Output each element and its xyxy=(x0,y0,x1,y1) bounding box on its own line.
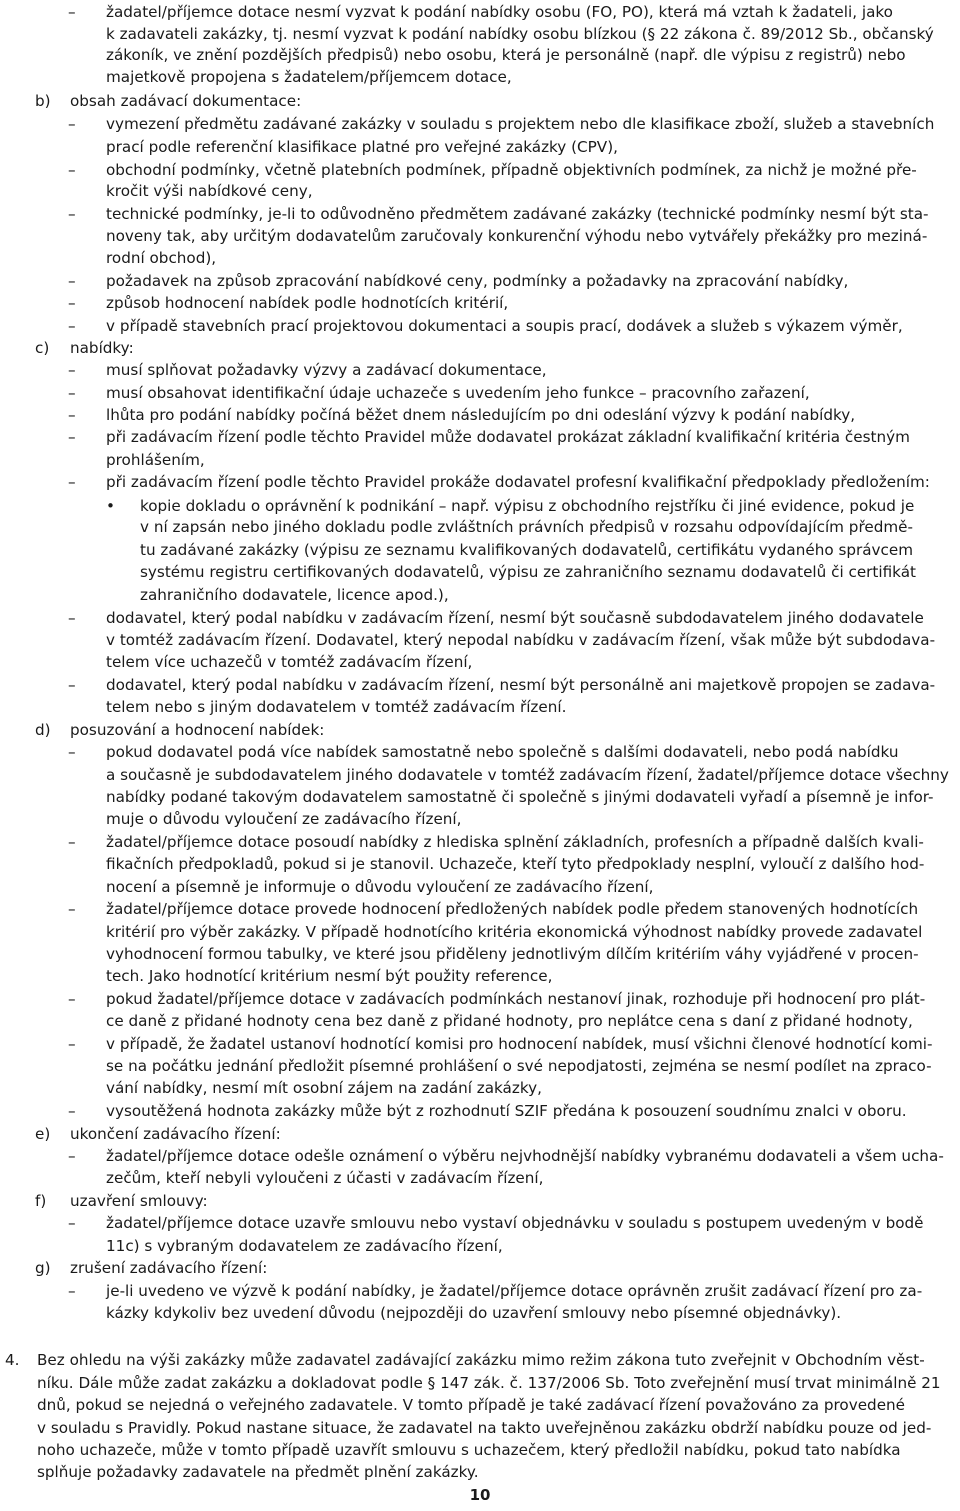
line-text: zečům, kteří nebyli vyloučeni z účasti v zadávacím řízení, xyxy=(106,1169,544,1187)
line-text: kročit výši nabídkové ceny, xyxy=(106,182,313,200)
text-line xyxy=(0,964,960,988)
text-line xyxy=(0,852,960,876)
line-text: je-li uvedeno ve výzvě k podání nabídky, je žadatel/příjemce dotace oprávněn zrušit zadávací řízení pro za- xyxy=(106,1282,923,1300)
line-text: žadatel/příjemce dotace odešle oznámení o výběru nejvhodnější nabídky vybranému dodavateli a všem ucha- xyxy=(106,1147,944,1165)
list-marker: – xyxy=(68,743,76,761)
line-text: rodní obchod), xyxy=(106,249,217,267)
line-text: k zadavateli zakázky, tj. nesmí vyzvat k podání nabídky osobu blízkou (§ 22 zákona č. 89/2012 Sb., občanský xyxy=(106,25,934,43)
text-line xyxy=(0,1076,960,1100)
list-marker: f) xyxy=(35,1192,47,1210)
list-marker: – xyxy=(68,406,76,424)
line-text: v případě stavebních prací projektovou dokumentaci a soupis prací, dodávek a služeb s výkazem výměr, xyxy=(106,317,903,335)
list-marker: 4. xyxy=(5,1351,20,1369)
line-text: telem více uchazečů v tomtéž zadávacím řízení, xyxy=(106,653,473,671)
line-text: v souladu s Pravidly. Pokud nastane situace, že zadavatel na takto uveřejněnou zakázku obdrží nabídku pouze od jed- xyxy=(37,1419,932,1437)
text-line xyxy=(0,1438,960,1462)
text-line xyxy=(0,785,960,809)
text-line xyxy=(0,538,960,562)
list-marker: – xyxy=(68,272,76,290)
text-line xyxy=(0,202,960,226)
text-line xyxy=(0,1122,960,1146)
line-text: dnů, pokud se nejedná o veřejného zadavatele. V tomto případě je také zadávací řízení považováno za provedené xyxy=(37,1396,906,1414)
list-marker: – xyxy=(68,161,76,179)
line-text: žadatel/příjemce dotace uzavře smlouvu nebo vystaví objednávku v souladu s postupem uvedeným v bodě xyxy=(106,1214,924,1232)
line-text: uzavření smlouvy: xyxy=(70,1192,208,1210)
line-text: musí splňovat požadavky výzvy a zadávací dokumentace, xyxy=(106,361,547,379)
line-text: nabídky: xyxy=(70,339,134,357)
text-line xyxy=(0,628,960,652)
line-text: noveny tak, aby určitým dodavatelům zaručovaly konkurenční výhodu nebo vytvářely překážky pro meziná- xyxy=(106,227,928,245)
line-text: vyhodnocení formou tabulky, ve které jsou přiděleny jednotlivým dílčím kritériím váhy vyjádřené v procen- xyxy=(106,945,919,963)
text-line xyxy=(0,269,960,293)
line-text: zrušení zadávacího řízení: xyxy=(70,1259,268,1277)
text-line xyxy=(0,920,960,944)
list-marker: – xyxy=(68,676,76,694)
list-marker: – xyxy=(68,900,76,918)
line-text: pokud dodavatel podá více nabídek samostatně nebo společně s dalšími dodavateli, nebo podá nabídku xyxy=(106,743,899,761)
list-marker: – xyxy=(68,205,76,223)
text-line xyxy=(0,1279,960,1303)
text-line xyxy=(0,1054,960,1078)
text-line xyxy=(0,1032,960,1056)
line-text: technické podmínky, je-li to odůvodněno předmětem zadávané zakázky (technické podmínky nesmí být sta- xyxy=(106,205,929,223)
line-text: žadatel/příjemce dotace posoudí nabídky z hlediska splnění základních, profesních a případně dalších kvali- xyxy=(106,833,924,851)
line-text: ukončení zadávacího řízení: xyxy=(70,1125,281,1143)
list-marker: – xyxy=(68,317,76,335)
line-text: při zadávacím řízení podle těchto Pravidel může dodavatel prokázat základní kvalifikační kritéria čestným xyxy=(106,428,910,446)
text-line xyxy=(0,1256,960,1280)
list-marker: – xyxy=(68,115,76,133)
text-line xyxy=(0,942,960,966)
text-line xyxy=(0,403,960,427)
line-text: prací podle referenční klasifikace platné pro veřejné zakázky (CPV), xyxy=(106,138,618,156)
text-line xyxy=(0,1234,960,1258)
text-line xyxy=(0,135,960,159)
text-line xyxy=(0,448,960,472)
line-text: a současně je subdodavatelem jiného dodavatele v tomtéž zadávacím řízení, žadatel/příjemce dotace všechny xyxy=(106,766,949,784)
line-text: musí obsahovat identifikační údaje uchazeče s uvedením jeho funkce – pracovního zařazení, xyxy=(106,384,810,402)
line-text: žadatel/příjemce dotace provede hodnocení předložených nabídek podle předem stanovených hodnotících xyxy=(106,900,919,918)
text-line xyxy=(0,470,960,494)
text-line xyxy=(0,89,960,113)
text-line xyxy=(0,673,960,697)
list-marker: – xyxy=(68,833,76,851)
line-text: lhůta pro podání nabídky počíná běžet dnem následujícím po dni odeslání výzvy k podání nabídky, xyxy=(106,406,856,424)
list-marker: – xyxy=(68,3,76,21)
text-line xyxy=(0,425,960,449)
text-line xyxy=(0,583,960,607)
line-text: 11c) s vybraným dodavatelem ze zadávacího řízení, xyxy=(106,1237,503,1255)
line-text: se na počátku jednání předložit písemné prohlášení o své nepodjatosti, zejména se nesmí podílet na zpraco- xyxy=(106,1057,932,1075)
line-text: dodavatel, který podal nabídku v zadávacím řízení, nesmí být personálně ani majetkově propojen se zadava- xyxy=(106,676,936,694)
list-marker: – xyxy=(68,609,76,627)
text-line xyxy=(0,987,960,1011)
text-line xyxy=(0,291,960,315)
text-line xyxy=(0,381,960,405)
line-text: při zadávacím řízení podle těchto Pravidel prokáže dodavatel profesní kvalifikační předpoklady předložením: xyxy=(106,473,930,491)
text-line xyxy=(0,179,960,203)
text-line xyxy=(0,1301,960,1325)
text-line xyxy=(0,650,960,674)
list-marker: b) xyxy=(35,92,51,110)
text-line xyxy=(0,336,960,360)
line-text: majetkově propojena s žadatelem/příjemcem dotace, xyxy=(106,68,512,86)
line-text: ce daně z přidané hodnoty cena bez daně z přidané hodnoty, pro neplátce cena s daní z přidané hodnoty, xyxy=(106,1012,913,1030)
line-text: níku. Dále může zadat zakázku a dokladovat podle § 147 zák. č. 137/2006 Sb. Toto zveřejnění musí trvat minimálně 21 xyxy=(37,1374,941,1392)
line-text: obsah zadávací dokumentace: xyxy=(70,92,302,110)
text-line xyxy=(0,1416,960,1440)
text-line xyxy=(0,1099,960,1123)
text-line xyxy=(0,112,960,136)
text-line xyxy=(0,740,960,764)
text-line xyxy=(0,830,960,854)
list-marker: c) xyxy=(35,339,50,357)
list-marker: • xyxy=(106,497,115,515)
list-marker: – xyxy=(68,428,76,446)
list-marker: – xyxy=(68,473,76,491)
line-text: tech. Jako hodnotící kritérium nesmí být použity reference, xyxy=(106,967,553,985)
line-text: pokud žadatel/příjemce dotace v zadávacích podmínkách nestanoví jinak, rozhoduje při hodnocení pro plát- xyxy=(106,990,926,1008)
list-marker: – xyxy=(68,384,76,402)
text-line xyxy=(0,1348,960,1372)
line-text: kázky kdykoliv bez uvedení důvodu (nejpozději do uzavření smlouvy nebo písemné objednávky). xyxy=(106,1304,842,1322)
line-text: nocení a písemně je informuje o důvodu vyloučení ze zadávacího řízení, xyxy=(106,878,654,896)
line-text: tu zadávané zakázky (výpisu ze seznamu kvalifikovaných dodavatelů, certifikátu vydaného správcem xyxy=(140,541,914,559)
text-line xyxy=(0,1166,960,1190)
text-line xyxy=(0,0,960,24)
line-text: fikačních předpokladů, pokud si je stanovil. Uchazeče, kteří tyto předpoklady nesplní, vyloučí z dalšího hod- xyxy=(106,855,925,873)
list-marker: – xyxy=(68,1102,76,1120)
line-text: nabídky podané takovým dodavatelem samostatně či společně s jinými dodavateli vyřadí a písemně je infor- xyxy=(106,788,934,806)
list-marker: g) xyxy=(35,1259,51,1277)
page-number: 10 xyxy=(469,1486,491,1504)
text-line xyxy=(0,515,960,539)
text-line xyxy=(0,1009,960,1033)
text-line xyxy=(0,897,960,921)
line-text: zahraničního dodavatele, licence apod.), xyxy=(140,586,449,604)
text-line xyxy=(0,1460,960,1484)
line-text: kopie dokladu o oprávnění k podnikání – např. výpisu z obchodního rejstříku či jiné evidence, pokud je xyxy=(140,497,915,515)
text-line xyxy=(0,875,960,899)
text-line xyxy=(0,246,960,270)
line-text: v tomtéž zadávacím řízení. Dodavatel, který nepodal nabídku v zadávacím řízení, však může být subdodava- xyxy=(106,631,936,649)
list-marker: e) xyxy=(35,1125,51,1143)
line-text: požadavek na způsob zpracování nabídkové ceny, podmínky a požadavky na zpracování nabídky, xyxy=(106,272,849,290)
line-text: vání nabídky, nesmí mít osobní zájem na zadání zakázky, xyxy=(106,1079,542,1097)
text-line xyxy=(0,1393,960,1417)
line-text: obchodní podmínky, včetně platebních podmínek, případně objektivních podmínek, za nichž je možné pře- xyxy=(106,161,917,179)
line-text: splňuje požadavky zadavatele na předmět plnění zakázky. xyxy=(37,1463,479,1481)
line-text: v případě, že žadatel ustanoví hodnotící komisi pro hodnocení nabídek, musí všichni členové hodnotící komi- xyxy=(106,1035,933,1053)
text-line xyxy=(0,763,960,787)
text-line xyxy=(0,807,960,831)
line-text: Bez ohledu na výši zakázky může zadavatel zadávající zakázku mimo režim zákona tuto zveřejnit v Obchodním věst- xyxy=(37,1351,925,1369)
line-text: vymezení předmětu zadávané zakázky v souladu s projektem nebo dle klasifikace zboží, služeb a stavebních xyxy=(106,115,935,133)
text-line xyxy=(0,224,960,248)
text-line xyxy=(0,606,960,630)
list-marker: – xyxy=(68,294,76,312)
text-line xyxy=(0,718,960,742)
text-line xyxy=(0,1189,960,1213)
text-line xyxy=(0,1144,960,1168)
line-text: dodavatel, který podal nabídku v zadávacím řízení, nesmí být současně subdodavatelem jiného dodavatele xyxy=(106,609,924,627)
list-marker: – xyxy=(68,1147,76,1165)
line-text: muje o důvodu vyloučení ze zadávacího řízení, xyxy=(106,810,462,828)
list-marker: d) xyxy=(35,721,51,739)
text-line xyxy=(0,358,960,382)
text-line xyxy=(0,1211,960,1235)
line-text: posuzování a hodnocení nabídek: xyxy=(70,721,325,739)
text-line xyxy=(0,1371,960,1395)
list-marker: – xyxy=(68,361,76,379)
text-line xyxy=(0,314,960,338)
line-text: prohlášením, xyxy=(106,451,205,469)
list-marker: – xyxy=(68,1214,76,1232)
line-text: kritérií pro výběr zakázky. V případě hodnotícího kritéria ekonomická výhodnost nabídky provede zadavatel xyxy=(106,923,923,941)
line-text: noho uchazeče, může v tomto případě uzavřít smlouvu s uchazečem, který předložil nabídku, pokud tato nabídka xyxy=(37,1441,901,1459)
list-marker: – xyxy=(68,1035,76,1053)
line-text: zákoník, ve znění pozdějších předpisů) nebo osobu, která je personálně (např. dle výpisu z registrů) nebo xyxy=(106,46,906,64)
line-text: vysoutěžená hodnota zakázky může být z rozhodnutí SZIF předána k posouzení soudnímu znalci v oboru. xyxy=(106,1102,907,1120)
text-line xyxy=(0,43,960,67)
text-line xyxy=(0,560,960,584)
line-text: v ní zapsán nebo jiného dokladu podle zvláštních právních předpisů v rozsahu odpovídajícím předmě- xyxy=(140,518,913,536)
line-text: způsob hodnocení nabídek podle hodnotících kritérií, xyxy=(106,294,509,312)
line-text: telem nebo s jiným dodavatelem v tomtéž zadávacím řízení. xyxy=(106,698,567,716)
text-line xyxy=(0,65,960,89)
text-line xyxy=(0,695,960,719)
list-marker: – xyxy=(68,990,76,1008)
line-text: systému registru certifikovaných dodavatelů, výpisu ze zahraničního seznamu dodavatelů či certifikát xyxy=(140,563,916,581)
line-text: žadatel/příjemce dotace nesmí vyzvat k podání nabídky osobu (FO, PO), která má vztah k žadateli, jako xyxy=(106,3,893,21)
list-marker: – xyxy=(68,1282,76,1300)
